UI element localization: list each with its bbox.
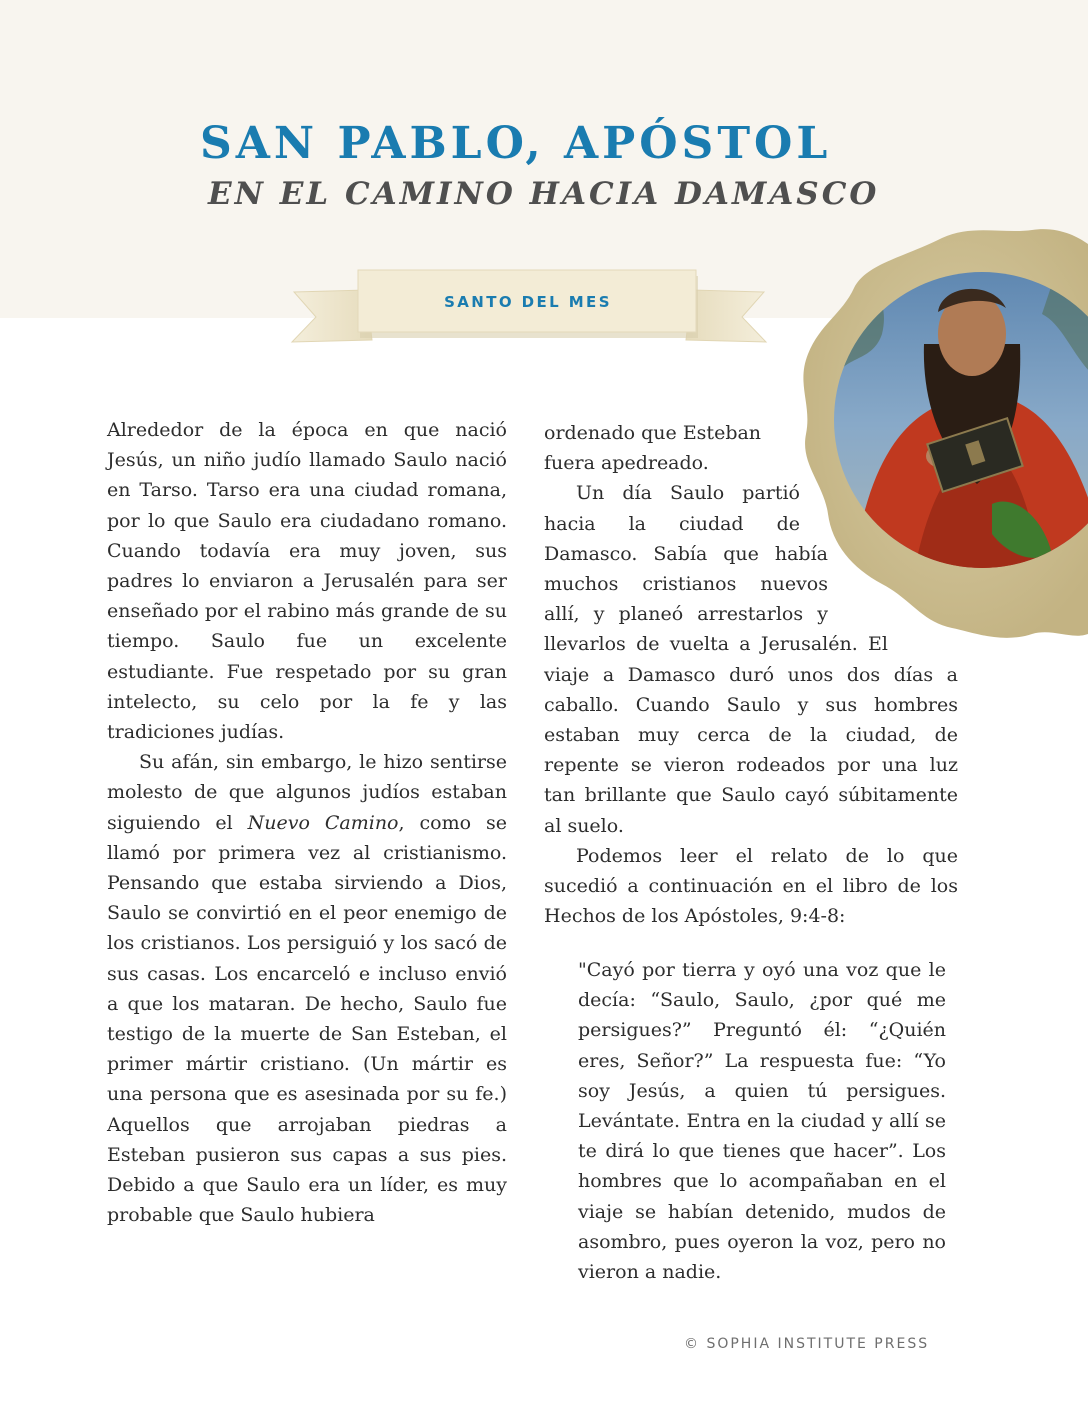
paragraph: Podemos leer el relato de lo que sucedió a continuación en el libro de los Hechos de los Apóstoles, 9:4-8:	[544, 844, 958, 928]
paragraph	[107, 747, 507, 1230]
page-title: SAN PABLO, APÓSTOL	[200, 118, 832, 169]
paragraph-emphasis: Nuevo Camino	[247, 811, 399, 834]
paragraph: ordenado que Esteban fuera apedreado.	[544, 422, 762, 475]
paragraph: Un día Saulo partió hacia la ciudad de Damasco. Sabía que había muchos cristianos nuevos allí, y planeó arrestarlos y llevarlos de vuelta a Jerusalén. El viaje a Damasco duró unos dos días a caballo. Cuando Saulo y sus hombres estaban muy cerca de la ciudad, de repente se vieron rodeados por una luz tan brillante que Saulo cayó súbitamente al suelo.	[544, 482, 958, 837]
ribbon-label: SANTO DEL MES	[444, 293, 612, 311]
paragraph: Alrededor de la época en que nació Jesús, un niño judío llamado Saulo nació en Tarso. Tarso era una ciudad romana, por lo que Saulo era ciudadano romano. Cuando todavía era muy joven, sus padres lo enviaron a Jerusalén para ser enseñado por el rabino más grande de su tiempo. Saulo fue un excelente estudiante. Fue respetado por su gran intelecto, su celo por la fe y las tradiciones judías.	[107, 419, 507, 744]
wrap-spacer	[800, 418, 958, 530]
column-left	[107, 415, 507, 1230]
quote-text: "Cayó por tierra y oyó una voz que le decía: “Saulo, Saulo, ¿por qué me persigues?” Preguntó él: “¿Quién eres, Señor?” La respuesta fue: “Yo soy Jesús, a quien tú persigues. Levántate. Entra en la ciudad y allí se te dirá lo que tienes que hacer”. Los hombres que lo acompañaban en el viaje se habían detenido, mudos de asombro, pues oyeron la voz, pero no vieron a nadie.	[578, 959, 946, 1284]
wrap-spacer	[828, 530, 958, 602]
column-right	[544, 418, 958, 931]
paragraph-text: , como se llamó por primera vez al cristianismo. Pensando que estaba sirviendo a Dios, Saulo se convirtió en el peor enemigo de los cristianos. Los persiguió y los sacó de sus casas. Los encarceló e incluso envió a que los mataran. De hecho, Saulo fue testigo de la muerte de San Esteban, el primer mártir cristiano. (Un mártir es una persona que es asesinada por su fe.) Aquellos que arrojaban piedras a Esteban pusieron sus capas a sus pies. Debido a que Saulo era un líder, es muy probable que Saulo hubiera	[107, 811, 507, 1227]
page-subtitle: EN EL CAMINO HACIA DAMASCO	[208, 176, 880, 212]
wrap-spacer	[888, 602, 958, 632]
copyright-notice: © SOPHIA INSTITUTE PRESS	[684, 1336, 930, 1352]
paragraph-text: Su afán, sin embargo, le hizo sentirse molesto de que algunos judíos estaban siguiendo el	[107, 751, 507, 834]
scripture-quote	[578, 955, 946, 1287]
